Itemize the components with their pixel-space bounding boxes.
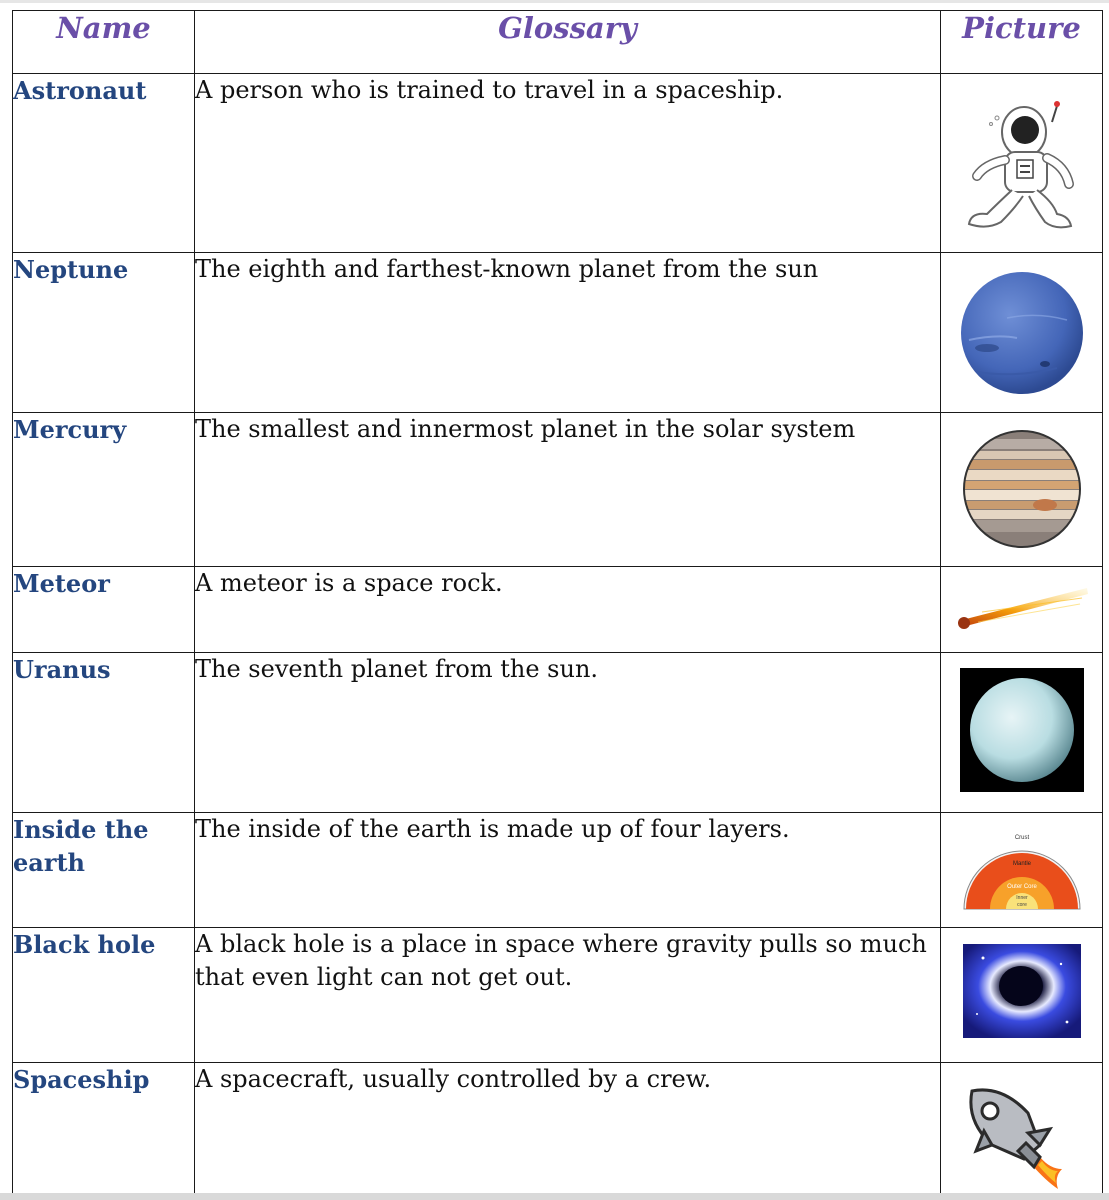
- term-description: A meteor is a space rock.: [195, 567, 941, 653]
- meteor-icon: [952, 582, 1092, 632]
- term-picture: [941, 413, 1103, 567]
- term-description: A black hole is a place in space where gravity pulls so much that even light can not get out.: [195, 928, 941, 1063]
- rocket-icon: [962, 1085, 1082, 1195]
- term-name: Uranus: [13, 653, 195, 813]
- astronaut-icon: [957, 94, 1087, 244]
- top-edge: [0, 0, 1109, 3]
- outer-core-label: Outer Core: [1006, 884, 1037, 890]
- term-picture: [941, 74, 1103, 253]
- term-picture: [941, 813, 1103, 928]
- bottom-edge: [0, 1193, 1109, 1200]
- table-row: [13, 567, 1103, 653]
- table-row: [13, 253, 1103, 413]
- table-row: [13, 1063, 1103, 1198]
- term-name: Spaceship: [13, 1063, 195, 1198]
- uranus-icon: [960, 668, 1084, 792]
- inner-core-label-2: core: [1016, 902, 1027, 908]
- term-description: The smallest and innermost planet in the solar system: [195, 413, 941, 567]
- term-picture: [941, 653, 1103, 813]
- table-row: [13, 413, 1103, 567]
- header-name: Name: [13, 11, 195, 74]
- mantle-label: Mantle: [1012, 861, 1031, 867]
- table-row: [13, 653, 1103, 813]
- term-name: Meteor: [13, 567, 195, 653]
- inner-core-label: Inner: [1015, 895, 1028, 901]
- term-name: Mercury: [13, 413, 195, 567]
- term-name: Neptune: [13, 253, 195, 413]
- table-row: [13, 813, 1103, 928]
- table-row: [13, 928, 1103, 1063]
- black-hole-icon: [963, 944, 1081, 1038]
- glossary-table: [12, 10, 1103, 1198]
- crust-label: Crust: [1014, 835, 1029, 841]
- term-description: The inside of the earth is made up of four layers.: [195, 813, 941, 928]
- earth-layers-icon: [960, 831, 1084, 911]
- term-picture: [941, 1063, 1103, 1198]
- term-name: Inside the earth: [13, 813, 195, 928]
- term-picture: [941, 928, 1103, 1063]
- term-description: The eighth and farthest-known planet from the sun: [195, 253, 941, 413]
- term-description: A person who is trained to travel in a spaceship.: [195, 74, 941, 253]
- term-picture: [941, 253, 1103, 413]
- header-picture: Picture: [941, 11, 1103, 74]
- header-glossary: Glossary: [195, 11, 941, 74]
- table-row: [13, 74, 1103, 253]
- term-picture: [941, 567, 1103, 653]
- neptune-icon: [957, 268, 1087, 398]
- banded-planet-icon: [957, 429, 1087, 549]
- term-name: Black hole: [13, 928, 195, 1063]
- header-row: [13, 11, 1103, 74]
- term-name: Astronaut: [13, 74, 195, 253]
- term-description: The seventh planet from the sun.: [195, 653, 941, 813]
- term-description: A spacecraft, usually controlled by a crew.: [195, 1063, 941, 1198]
